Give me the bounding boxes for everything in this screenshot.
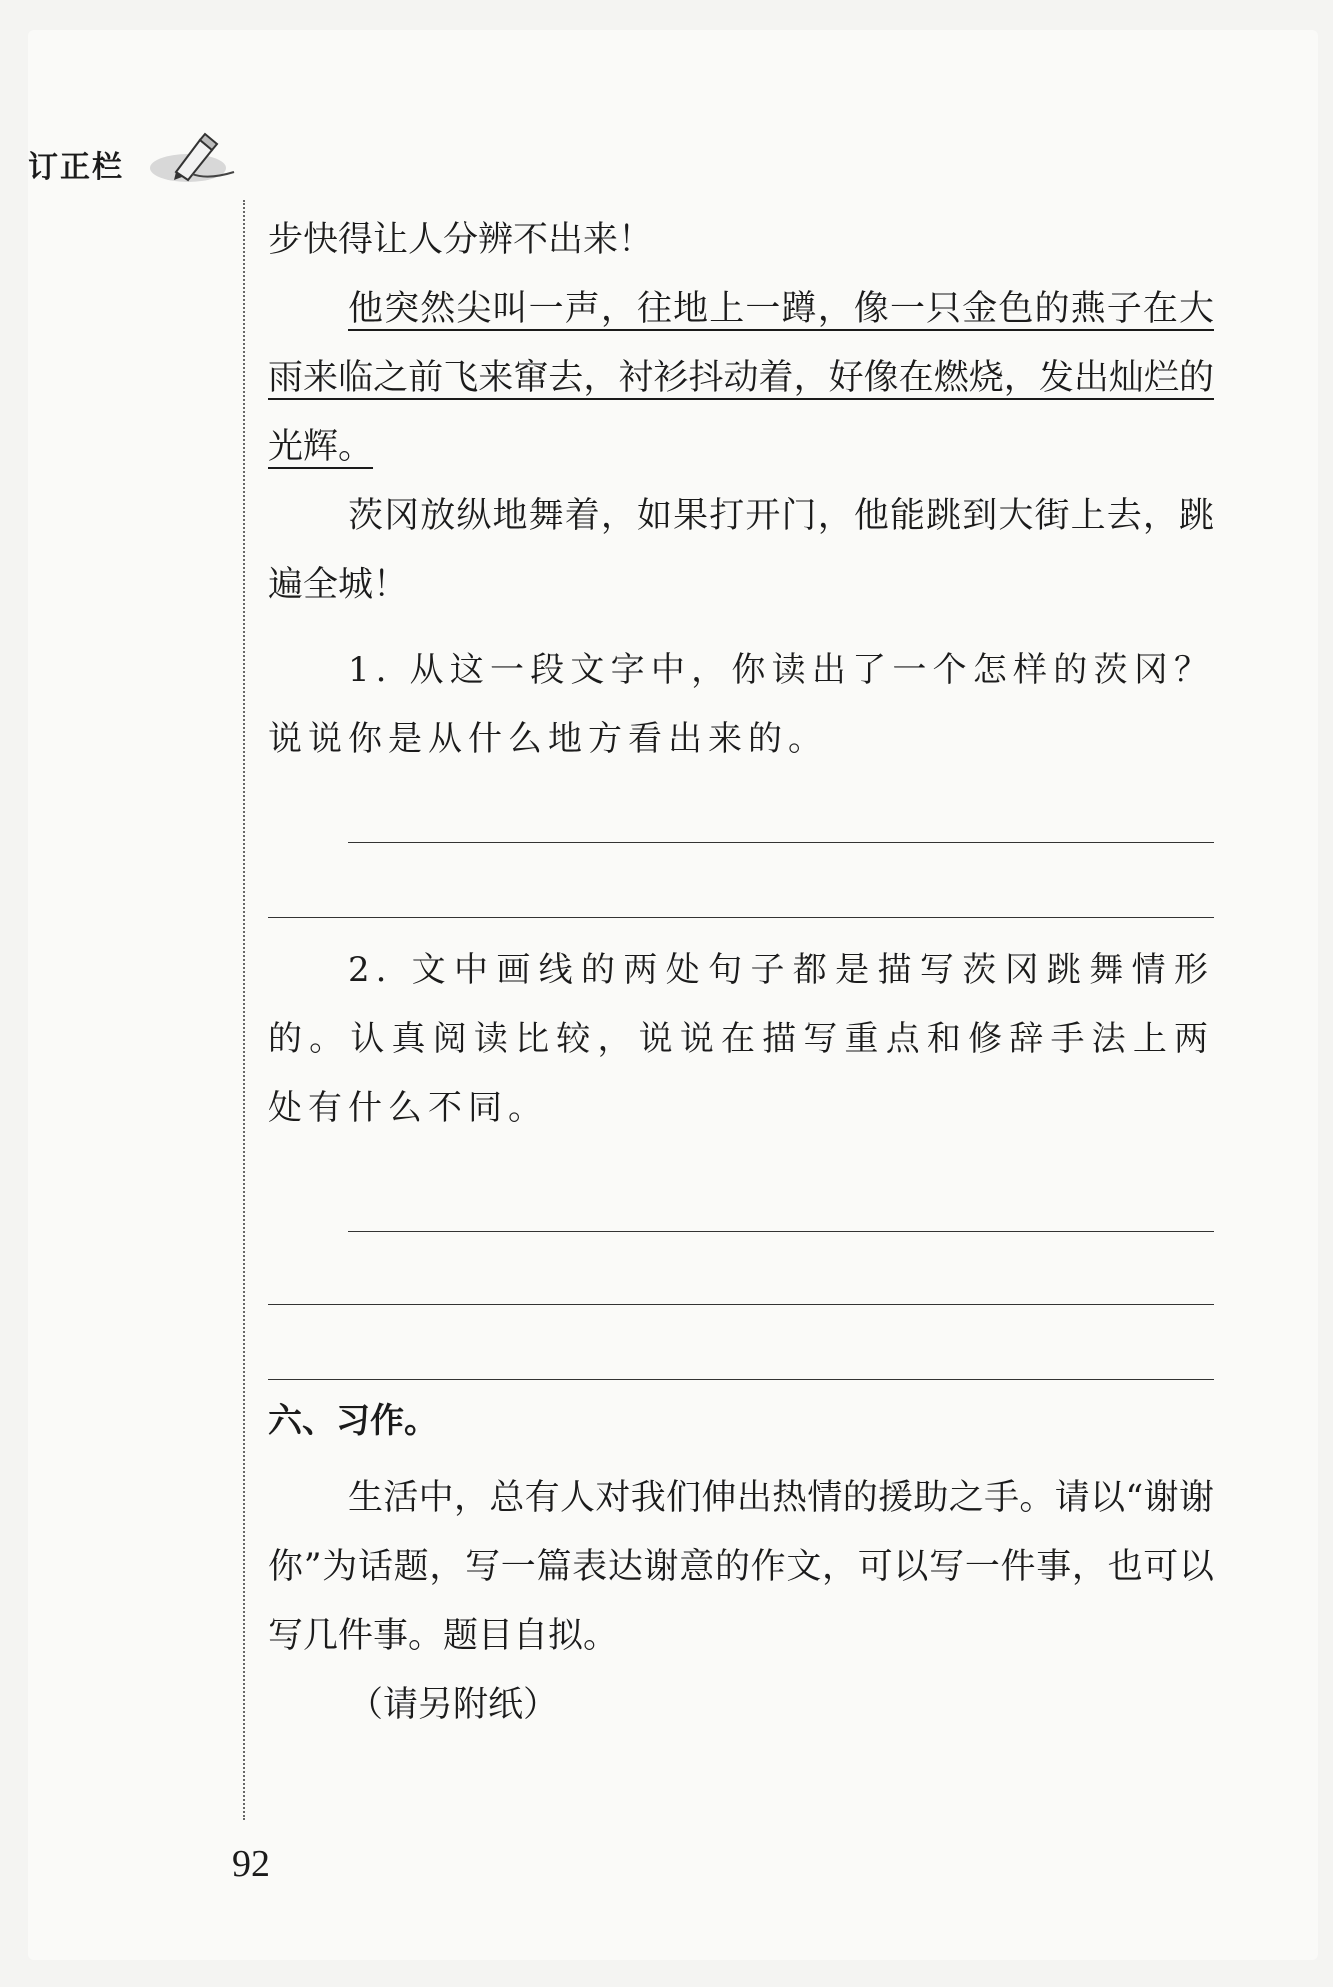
pen-icon [148,128,238,188]
underlined-passage [268,275,1214,482]
passage-line: 步快得让人分辨不出来！ [268,220,654,260]
attach-note: （请另附纸） [348,1685,559,1725]
correction-column-label: 订正栏 [28,150,124,185]
answer-line[interactable] [268,917,1214,918]
answer-line[interactable] [348,842,1214,843]
passage-paragraph: 茨冈放纵地舞着，如果打开门，他能跳到大街上去，跳遍全城！ [268,496,1214,605]
question-2: 2. 文中画线的两处句子都是描写茨冈跳舞情形的。认真阅读比较，说说在描写重点和修辞手法上两处有什么不同。 [268,950,1214,1128]
page-number: 92 [232,1843,270,1885]
worksheet-content [268,206,1214,1740]
section-heading: 六、习作。 [268,1401,438,1441]
question-1: 1. 从这一段文字中，你读出了一个怎样的茨冈？说说你是从什么地方看出来的。 [268,650,1214,759]
answer-line[interactable] [348,1231,1214,1232]
answer-line[interactable] [268,1304,1214,1305]
answer-line[interactable] [268,1379,1214,1380]
underlined-sentence: 他突然尖叫一声，往地上一蹲，像一只金色的燕子在大雨来临之前飞来窜去，衬衫抖动着，好像在燃烧，发出灿烂的光辉。 [268,289,1214,467]
writing-prompt: 生活中，总有人对我们伸出热情的援助之手。请以“谢谢你”为话题，写一篇表达谢意的作文，可以写一件事，也可以写几件事。题目自拟。 [268,1478,1214,1656]
margin-divider [243,200,245,1820]
